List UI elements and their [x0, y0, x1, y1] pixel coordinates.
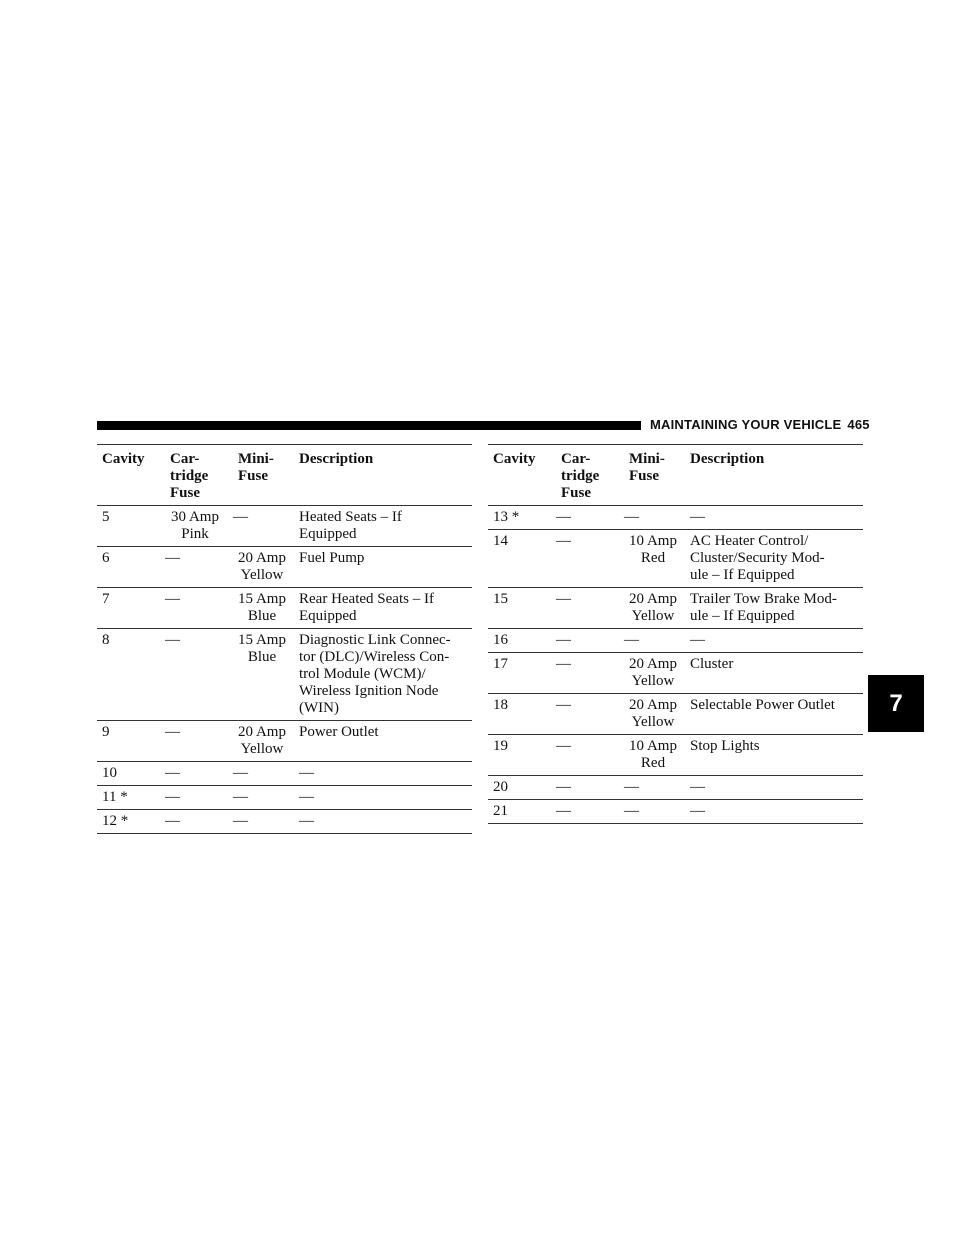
- description-cell: —: [294, 762, 472, 786]
- mini-fuse-cell: 10 Amp Red: [619, 735, 685, 776]
- table-header-row: [488, 445, 863, 506]
- table-header-row: [97, 445, 472, 506]
- cavity-cell: 16: [488, 629, 551, 653]
- table-row: [488, 530, 863, 588]
- cavity-cell: 11 *: [97, 786, 160, 810]
- table-row: [97, 506, 472, 547]
- header-cartridge-fuse: Car- tridge Fuse: [551, 445, 619, 506]
- mini-fuse-cell: —: [619, 629, 685, 653]
- mini-fuse-cell: 20 Amp Yellow: [619, 694, 685, 735]
- mini-fuse-cell: 10 Amp Red: [619, 530, 685, 588]
- cavity-cell: 13 *: [488, 506, 551, 530]
- mini-fuse-cell: 20 Amp Yellow: [619, 588, 685, 629]
- description-cell: —: [685, 506, 863, 530]
- description-cell: Trailer Tow Brake Mod- ule – If Equipped: [685, 588, 863, 629]
- mini-fuse-cell: 20 Amp Yellow: [228, 721, 294, 762]
- description-cell: Heated Seats – If Equipped: [294, 506, 472, 547]
- description-cell: —: [685, 800, 863, 824]
- description-cell: Cluster: [685, 653, 863, 694]
- cavity-cell: 17: [488, 653, 551, 694]
- mini-fuse-cell: 20 Amp Yellow: [619, 653, 685, 694]
- mini-fuse-cell: —: [228, 786, 294, 810]
- running-header: [650, 417, 870, 432]
- cavity-cell: 21: [488, 800, 551, 824]
- header-mini-fuse: Mini- Fuse: [228, 445, 294, 506]
- description-cell: Selectable Power Outlet: [685, 694, 863, 735]
- cavity-cell: 10: [97, 762, 160, 786]
- cavity-cell: 12 *: [97, 810, 160, 834]
- cartridge-fuse-cell: 30 Amp Pink: [160, 506, 228, 547]
- header-cavity: Cavity: [97, 445, 160, 506]
- cavity-cell: 18: [488, 694, 551, 735]
- mini-fuse-cell: —: [619, 506, 685, 530]
- cartridge-fuse-cell: —: [551, 694, 619, 735]
- table-row: [488, 506, 863, 530]
- section-title: MAINTAINING YOUR VEHICLE: [650, 417, 842, 432]
- description-cell: Diagnostic Link Connec- tor (DLC)/Wireless Con- trol Module (WCM)/ Wireless Ignition Node (WIN): [294, 629, 472, 721]
- cartridge-fuse-cell: —: [551, 776, 619, 800]
- header-mini-fuse: Mini- Fuse: [619, 445, 685, 506]
- page-number: 465: [847, 417, 870, 432]
- cartridge-fuse-cell: —: [551, 800, 619, 824]
- chapter-tab: 7: [868, 675, 924, 732]
- description-cell: Fuel Pump: [294, 547, 472, 588]
- fuse-table-left: [97, 444, 472, 834]
- cavity-cell: 20: [488, 776, 551, 800]
- description-cell: Stop Lights: [685, 735, 863, 776]
- header-cartridge-fuse: Car- tridge Fuse: [160, 445, 228, 506]
- header-cavity: Cavity: [488, 445, 551, 506]
- cartridge-fuse-cell: —: [551, 653, 619, 694]
- cavity-cell: 15: [488, 588, 551, 629]
- cartridge-fuse-cell: —: [551, 506, 619, 530]
- cartridge-fuse-cell: —: [551, 629, 619, 653]
- cavity-cell: 8: [97, 629, 160, 721]
- table-row: [488, 776, 863, 800]
- table-row: [97, 721, 472, 762]
- cartridge-fuse-cell: —: [551, 588, 619, 629]
- table-row: [97, 588, 472, 629]
- description-cell: Power Outlet: [294, 721, 472, 762]
- mini-fuse-cell: —: [228, 810, 294, 834]
- header-rule: [97, 421, 641, 430]
- cartridge-fuse-cell: —: [160, 810, 228, 834]
- description-cell: Rear Heated Seats – If Equipped: [294, 588, 472, 629]
- cartridge-fuse-cell: —: [160, 762, 228, 786]
- table-row: [488, 629, 863, 653]
- cartridge-fuse-cell: —: [160, 629, 228, 721]
- description-cell: —: [294, 810, 472, 834]
- mini-fuse-cell: 15 Amp Blue: [228, 629, 294, 721]
- table-row: [488, 588, 863, 629]
- cavity-cell: 6: [97, 547, 160, 588]
- table-row: [488, 653, 863, 694]
- mini-fuse-cell: —: [619, 776, 685, 800]
- cavity-cell: 14: [488, 530, 551, 588]
- table-row: [97, 629, 472, 721]
- table-row: [488, 694, 863, 735]
- description-cell: —: [294, 786, 472, 810]
- cartridge-fuse-cell: —: [551, 530, 619, 588]
- mini-fuse-cell: 15 Amp Blue: [228, 588, 294, 629]
- description-cell: —: [685, 776, 863, 800]
- table-row: [488, 800, 863, 824]
- mini-fuse-cell: —: [228, 506, 294, 547]
- table-row: [97, 810, 472, 834]
- mini-fuse-cell: —: [619, 800, 685, 824]
- table-row: [488, 735, 863, 776]
- cartridge-fuse-cell: —: [160, 721, 228, 762]
- cartridge-fuse-cell: —: [160, 547, 228, 588]
- cavity-cell: 9: [97, 721, 160, 762]
- table-row: [97, 786, 472, 810]
- description-cell: AC Heater Control/ Cluster/Security Mod- ule – If Equipped: [685, 530, 863, 588]
- table-row: [97, 762, 472, 786]
- fuse-table-right: [488, 444, 863, 824]
- cavity-cell: 19: [488, 735, 551, 776]
- cartridge-fuse-cell: —: [551, 735, 619, 776]
- mini-fuse-cell: 20 Amp Yellow: [228, 547, 294, 588]
- cavity-cell: 7: [97, 588, 160, 629]
- cavity-cell: 5: [97, 506, 160, 547]
- mini-fuse-cell: —: [228, 762, 294, 786]
- header-description: Description: [294, 445, 472, 506]
- table-row: [97, 547, 472, 588]
- header-description: Description: [685, 445, 863, 506]
- cartridge-fuse-cell: —: [160, 588, 228, 629]
- cartridge-fuse-cell: —: [160, 786, 228, 810]
- description-cell: —: [685, 629, 863, 653]
